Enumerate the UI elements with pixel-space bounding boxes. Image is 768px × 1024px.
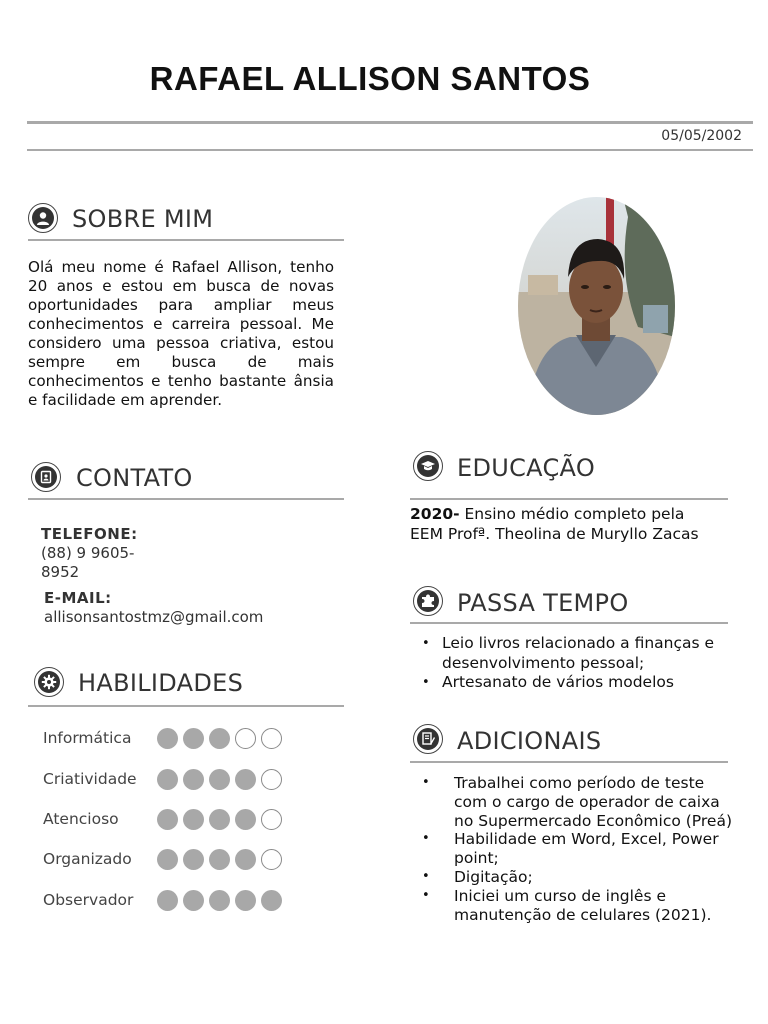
- rating-dot-empty: [261, 809, 282, 830]
- skill-name: Atencioso: [43, 810, 119, 828]
- rating-dot-filled: [183, 728, 204, 749]
- education-title: EDUCAÇÃO: [457, 454, 596, 482]
- hobbies-title: PASSA TEMPO: [457, 589, 629, 617]
- about-text: Olá meu nome é Rafael Allison, tenho 20 anos e estou em busca de novas oportunidades para ampliar meus conhecimentos e carreira pessoal. Me considero uma pessoa criativa, estou sempre em busca de mais conhecimentos e tenho bastante ânsia e facilidade em aprender.: [28, 258, 334, 409]
- rating-dot-empty: [235, 728, 256, 749]
- rating-dot-filled: [209, 809, 230, 830]
- header-divider-bottom: [27, 149, 753, 151]
- rating-dot-filled: [209, 728, 230, 749]
- additional-title: ADICIONAIS: [457, 727, 602, 755]
- education-year: 2020-: [410, 505, 460, 523]
- hobbies-list-wrap: [412, 634, 752, 693]
- skill-row: [43, 726, 343, 750]
- rating-dot-filled: [261, 890, 282, 911]
- user-icon: [28, 203, 58, 233]
- skill-row: [43, 847, 343, 871]
- rating-dot-filled: [157, 849, 178, 870]
- skill-row: [43, 888, 343, 912]
- rating-dot-empty: [261, 849, 282, 870]
- about-title: SOBRE MIM: [72, 205, 214, 233]
- additional-list: [412, 774, 732, 924]
- rating-dot-empty: [261, 769, 282, 790]
- rating-dot-filled: [235, 769, 256, 790]
- list-item: • Digitação;: [412, 868, 732, 887]
- rating-dot-filled: [157, 769, 178, 790]
- rating-dot-filled: [235, 890, 256, 911]
- list-item: • Artesanato de vários modelos: [412, 673, 752, 693]
- skill-row: [43, 807, 343, 831]
- list-item: • Leio livros relacionado a finanças e desenvolvimento pessoal;: [412, 634, 752, 673]
- rating-dot-filled: [183, 809, 204, 830]
- about-divider: [28, 239, 344, 241]
- phone-number-line2: 8952: [41, 563, 80, 581]
- skill-name: Criatividade: [43, 770, 137, 788]
- skill-row: [43, 767, 343, 791]
- skills-divider: [28, 705, 344, 707]
- rating-dot-filled: [183, 890, 204, 911]
- rating-dot-filled: [157, 809, 178, 830]
- email-label: E-MAIL:: [44, 589, 112, 607]
- rating-dot-empty: [261, 728, 282, 749]
- phone-label: TELEFONE:: [41, 525, 138, 543]
- rating-dot-filled: [209, 769, 230, 790]
- skill-rating: [157, 890, 282, 911]
- document-pen-icon: [413, 724, 443, 754]
- gear-icon: [34, 667, 64, 697]
- profile-photo: [518, 197, 675, 415]
- rating-dot-filled: [157, 890, 178, 911]
- contact-title: CONTATO: [76, 464, 193, 492]
- skill-rating: [157, 809, 282, 830]
- address-book-icon: [31, 462, 61, 492]
- skill-name: Organizado: [43, 850, 132, 868]
- hobbies-list: [412, 634, 752, 693]
- contact-divider: [28, 498, 344, 500]
- hobbies-divider: [410, 622, 728, 624]
- skill-rating: [157, 769, 282, 790]
- puzzle-icon: [413, 586, 443, 616]
- birth-date: 05/05/2002: [661, 128, 742, 144]
- skill-name: Informática: [43, 729, 132, 747]
- list-item: • Trabalhei como período de teste com o cargo de operador de caixa no Supermercado Econômico (Preá): [412, 774, 732, 830]
- graduation-cap-icon: [413, 451, 443, 481]
- education-line1: Ensino médio completo pela: [459, 505, 685, 523]
- list-item: • Iniciei um curso de inglês e manutenção de celulares (2021).: [412, 887, 732, 925]
- skill-name: Observador: [43, 891, 134, 909]
- rating-dot-filled: [235, 849, 256, 870]
- education-line2: EEM Profª. Theolina de Muryllo Zacas: [410, 525, 699, 543]
- skill-rating: [157, 728, 282, 749]
- education-entry: [410, 504, 740, 544]
- education-divider: [410, 498, 728, 500]
- header-divider-top: [27, 121, 753, 124]
- phone-number-line1: (88) 9 9605-: [41, 544, 135, 562]
- skills-title: HABILIDADES: [78, 669, 244, 697]
- list-item: • Habilidade em Word, Excel, Power point;: [412, 830, 732, 868]
- rating-dot-filled: [183, 849, 204, 870]
- rating-dot-filled: [157, 728, 178, 749]
- additional-list-wrap: [412, 774, 732, 924]
- rating-dot-filled: [209, 849, 230, 870]
- skill-rating: [157, 849, 282, 870]
- rating-dot-filled: [235, 809, 256, 830]
- email-address[interactable]: allisonsantostmz@gmail.com: [44, 608, 264, 626]
- rating-dot-filled: [183, 769, 204, 790]
- rating-dot-filled: [209, 890, 230, 911]
- resume-name: RAFAEL ALLISON SANTOS: [149, 60, 591, 97]
- additional-divider: [410, 761, 728, 763]
